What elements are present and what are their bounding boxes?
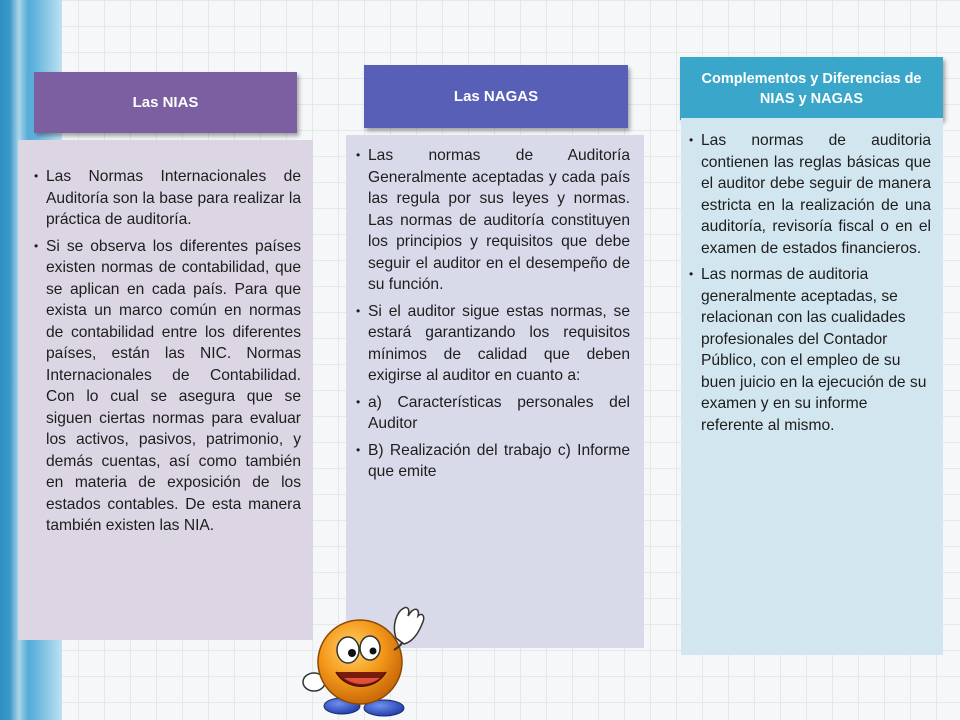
comparison-panel — [681, 118, 943, 655]
comparison-item-2: • Las normas de auditoria generalmente aceptadas, se relacionan con las cualidades profesionales del Contador Público, con el empleo de su buen juicio en la ejecución de su examen y en su informe referente al mismo. — [689, 264, 931, 436]
comparison-item-1: • Las normas de auditoria contienen las reglas básicas que el auditor debe seguir de manera estricta en la realización de una auditoría, revisoría fiscal o en el examen de estados financieros. — [689, 130, 931, 259]
nagas-panel — [346, 135, 644, 648]
nagas-item-4: • B) Realización del trabajo c) Informe que emite — [356, 440, 630, 483]
nias-item-2: • Si se observa los diferentes países existen normas de contabilidad, que se aplican en cada país. Para que exista un marco común en normas de contabilidad entre los diferentes países, están las NIC. Normas Internacionales de Contabilidad. Con lo cual se asegura que se siguen ciertas normas para evaluar los activos, pasivos, patrimonio, y demás cuentas, así como también en materia de exposición de los estados contables. De esta manera también existen las NIA. — [34, 236, 301, 537]
nias-panel — [18, 140, 313, 640]
nias-item-1: • Las Normas Internacionales de Auditoría son la base para realizar la práctica de auditoría. — [34, 166, 301, 231]
nagas-item-3: • a) Características personales del Auditor — [356, 392, 630, 435]
orange-ball-mascot-icon — [292, 598, 432, 720]
nagas-header: Las NAGAS — [364, 65, 628, 128]
nias-header: Las NIAS — [34, 72, 297, 133]
comparison-header: Complementos y Diferencias de NIAS y NAGAS — [680, 57, 943, 120]
nagas-item-1: • Las normas de Auditoría Generalmente aceptadas y cada país las regula por sus leyes y normas. Las normas de auditoría constituyen los principios y requisitos que debe seguir el auditor en el desempeño de su función. — [356, 145, 630, 296]
nagas-item-2: • Si el auditor sigue estas normas, se estará garantizando los requisitos mínimos de calidad que deben exigirse al auditor en cuanto a: — [356, 301, 630, 387]
